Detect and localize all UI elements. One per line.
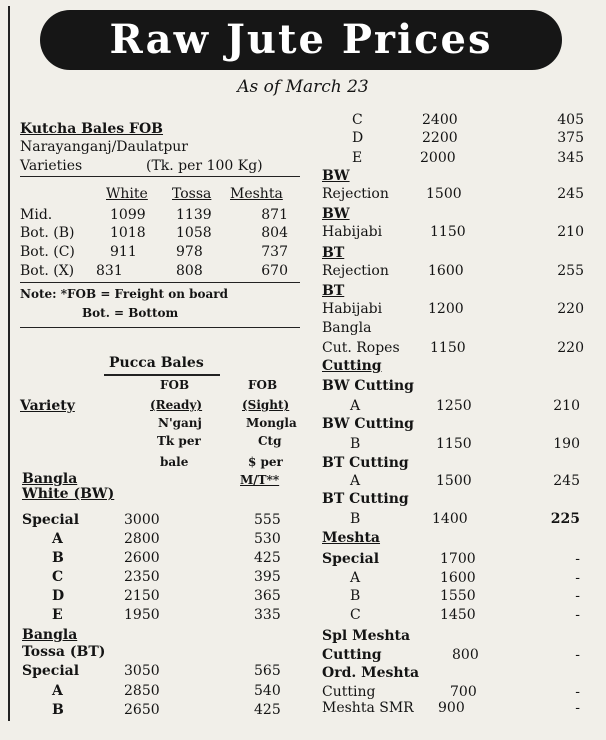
ord-meshta-value2: - (575, 684, 580, 700)
spl-meshta-value2: - (575, 647, 580, 663)
row-label: Special (22, 512, 80, 528)
cell: 2600 (124, 550, 160, 566)
section-rule (20, 327, 300, 328)
note-bottom: Bot. = Bottom (82, 306, 179, 320)
col1-line: N'ganj (158, 416, 202, 430)
col-white: White (106, 186, 148, 202)
cell: 220 (557, 301, 584, 317)
cell: 1139 (176, 207, 212, 223)
left-border (8, 6, 10, 721)
page-title: Raw Jute Prices (40, 10, 562, 70)
spl-meshta-line2: Cutting (322, 647, 382, 663)
row-label: Rejection (322, 263, 389, 279)
cell: 225 (550, 511, 580, 527)
pucca-heading-underline (104, 374, 220, 376)
spl-meshta-value: 800 (452, 647, 479, 663)
row-label: C (52, 569, 64, 585)
row-label: C (350, 607, 361, 623)
row-label: Special (322, 551, 380, 567)
meshta-smr-value: 900 (438, 700, 465, 716)
row-label: B (350, 436, 361, 452)
cell: 255 (557, 263, 584, 279)
cell: 335 (254, 607, 281, 623)
cell: 2000 (420, 150, 456, 166)
kutcha-rule (20, 176, 300, 177)
col1-line: Tk per (157, 434, 201, 448)
cell: 2850 (124, 683, 160, 699)
cell: 425 (254, 702, 281, 718)
cell: 2150 (124, 588, 160, 604)
cell: 555 (254, 512, 281, 528)
group-head: BT Cutting (322, 455, 409, 471)
cell: 1600 (440, 570, 476, 586)
cell: 190 (553, 436, 580, 452)
cell: 1550 (440, 588, 476, 604)
cell: 871 (261, 207, 288, 223)
kutcha-heading: Kutcha Bales FOB (20, 121, 164, 137)
cell: 540 (254, 683, 281, 699)
cell: 808 (176, 263, 203, 279)
ord-meshta-line2: Cutting (322, 684, 376, 700)
col2-line: Ctg (258, 434, 282, 448)
kutcha-location: Narayanganj/Daulatpur (20, 139, 188, 155)
cell: - (575, 551, 580, 567)
col1-line: (Ready) (150, 398, 203, 412)
cell: 2800 (124, 531, 160, 547)
group-head: BT Cutting (322, 491, 409, 507)
cell: 530 (254, 531, 281, 547)
cell: 804 (261, 225, 288, 241)
cell: 2350 (124, 569, 160, 585)
cell: 1400 (432, 511, 468, 527)
cell: 1500 (436, 473, 472, 489)
row-label: A (52, 683, 63, 699)
cell: 3050 (124, 663, 160, 679)
cell: 220 (557, 340, 584, 356)
cell: 2200 (422, 130, 458, 146)
row-label: E (52, 607, 63, 623)
group-head: BT (322, 245, 345, 261)
row-label: Bot. (C) (20, 244, 75, 260)
row-label: Habijabi (322, 301, 383, 317)
cell: 737 (261, 244, 288, 260)
row-label: B (350, 511, 361, 527)
group-head: Bangla (322, 320, 372, 336)
row-label: A (350, 398, 361, 414)
row-label: Cut. Ropes (322, 340, 400, 356)
cell: 1150 (436, 436, 472, 452)
cell: - (575, 570, 580, 586)
note-fob: Note: *FOB = Freight on board (20, 287, 229, 301)
cell: 405 (557, 112, 584, 128)
cell: 1058 (176, 225, 212, 241)
cell: 2400 (422, 112, 458, 128)
note-rule (20, 282, 300, 283)
col-meshta: Meshta (230, 186, 283, 202)
variety-label: Variety (20, 398, 75, 414)
col2-line: Mongla (246, 416, 297, 430)
col2-line: $ per (248, 455, 283, 469)
cell: 1018 (110, 225, 146, 241)
ord-meshta-line1: Ord. Meshta (322, 665, 420, 681)
row-label: B (52, 550, 64, 566)
cell: 565 (254, 663, 281, 679)
col2-line: FOB (248, 378, 278, 392)
cell: 345 (557, 150, 584, 166)
row-label: Bot. (X) (20, 263, 75, 279)
meshta-smr-value2: - (575, 700, 580, 716)
date-subtitle: As of March 23 (237, 77, 369, 97)
cell: 1600 (428, 263, 464, 279)
group-head: BW Cutting (322, 378, 414, 394)
cell: 3000 (124, 512, 160, 528)
row-label: A (350, 473, 361, 489)
cell: 1099 (110, 207, 146, 223)
col-tossa: Tossa (172, 186, 212, 202)
row-label: B (350, 588, 361, 604)
col2-line: M/T** (240, 473, 280, 487)
row-label: A (52, 531, 63, 547)
col1-line: FOB (160, 378, 190, 392)
row-label: Bot. (B) (20, 225, 75, 241)
cell: 365 (254, 588, 281, 604)
row-label: C (352, 112, 363, 128)
cell: 831 (96, 263, 123, 279)
row-label: Mid. (20, 207, 53, 223)
cell: 1200 (428, 301, 464, 317)
row-label: D (52, 588, 65, 604)
cell: 210 (553, 398, 580, 414)
row-label: E (352, 150, 363, 166)
col2-line: (Sight) (242, 398, 290, 412)
meshta-smr-label: Meshta SMR (322, 700, 414, 716)
group-head: BT (322, 283, 345, 299)
cell: - (575, 588, 580, 604)
cell: 1950 (124, 607, 160, 623)
cell: 210 (557, 224, 584, 240)
cell: 395 (254, 569, 281, 585)
group-head: BW (322, 168, 350, 184)
cell: 425 (254, 550, 281, 566)
group-bt-line2: Tossa (BT) (22, 644, 106, 660)
cell: 1500 (426, 186, 462, 202)
row-label: Habijabi (322, 224, 383, 240)
group-head: BW Cutting (322, 416, 414, 432)
cutting-heading: Cutting (322, 358, 382, 374)
cell: 670 (261, 263, 288, 279)
group-bw-line2: White (BW) (22, 486, 115, 502)
group-head: BW (322, 206, 350, 222)
ord-meshta-value: 700 (450, 684, 477, 700)
cell: 1250 (436, 398, 472, 414)
cell: 1150 (430, 340, 466, 356)
cell: 1450 (440, 607, 476, 623)
col1-line: bale (160, 455, 189, 469)
cell: - (575, 607, 580, 623)
group-bt-line1: Bangla (22, 627, 78, 643)
cell: 1700 (440, 551, 476, 567)
group-bw-line1: Bangla (22, 471, 78, 487)
cell: 375 (557, 130, 584, 146)
meshta-heading: Meshta (322, 530, 381, 546)
row-label: Special (22, 663, 80, 679)
kutcha-unit: (Tk. per 100 Kg) (146, 158, 263, 174)
row-label: A (350, 570, 361, 586)
row-label: Rejection (322, 186, 389, 202)
pucca-heading: Pucca Bales (109, 355, 204, 371)
cell: 911 (110, 244, 137, 260)
row-label: B (52, 702, 64, 718)
varieties-label: Varieties (20, 158, 83, 174)
cell: 2650 (124, 702, 160, 718)
row-label: D (352, 130, 364, 146)
cell: 245 (553, 473, 580, 489)
cell: 245 (557, 186, 584, 202)
spl-meshta-line1: Spl Meshta (322, 628, 411, 644)
cell: 978 (176, 244, 203, 260)
cell: 1150 (430, 224, 466, 240)
